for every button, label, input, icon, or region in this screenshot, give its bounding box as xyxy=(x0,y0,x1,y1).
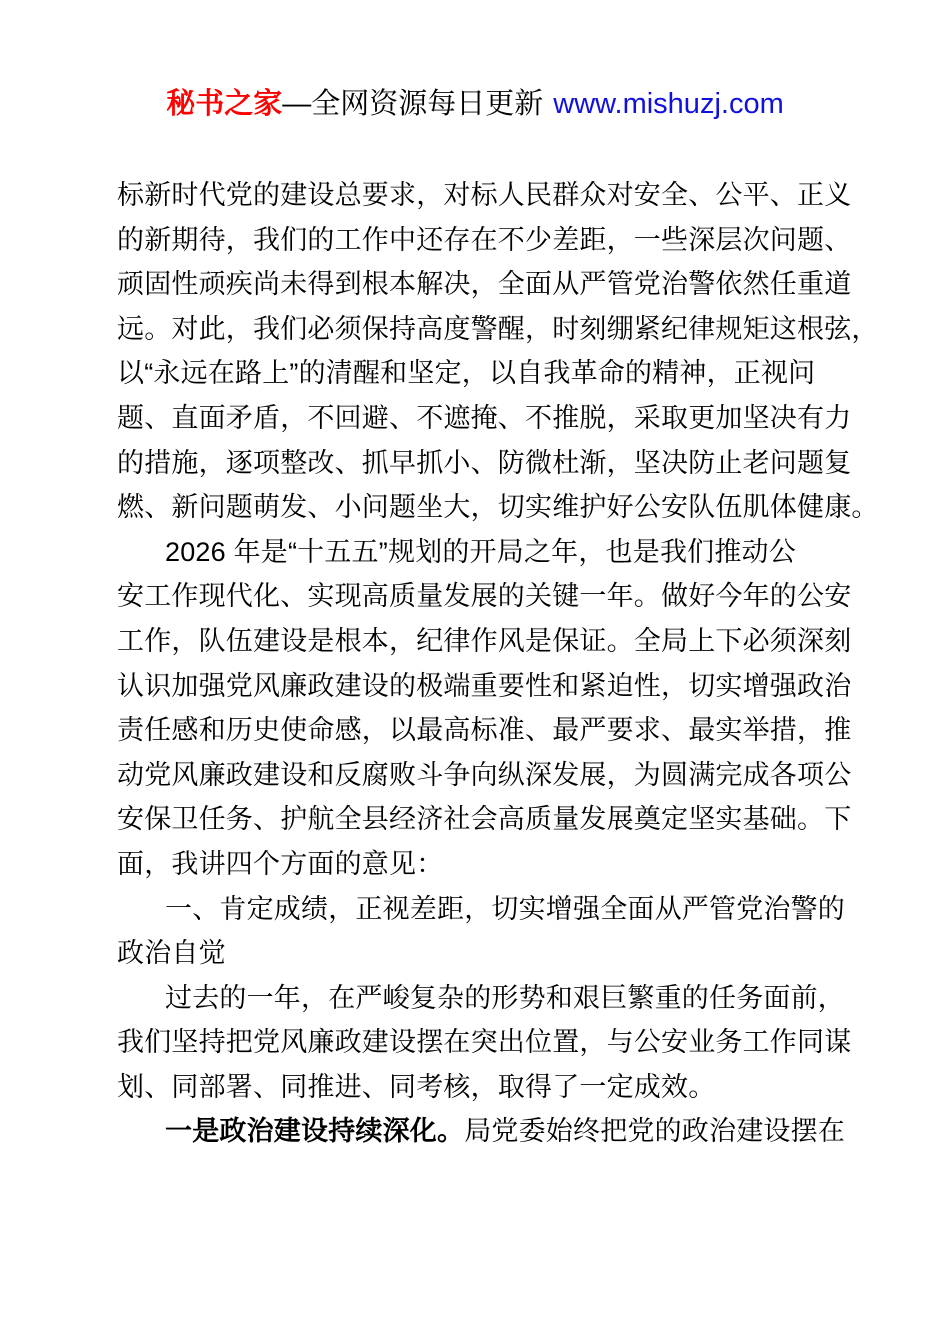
text-line xyxy=(117,441,853,486)
bold-text-run: 一是政治建设持续深化。 xyxy=(165,1116,465,1147)
text-run: 过去的一年，在严峻复杂的形势和艰巨繁重的任务面前， xyxy=(165,982,845,1013)
text-run: 2026 年是“十五五”规划的开局之年，也是我们推动公 xyxy=(165,536,796,567)
header-tagline: 全网资源每日更新 xyxy=(311,88,544,120)
text-run: 面，我讲四个方面的意见： xyxy=(117,848,444,879)
text-line xyxy=(117,351,853,396)
text-line xyxy=(117,797,853,842)
text-line xyxy=(117,619,853,664)
text-run: 工作，队伍建设是根本，纪律作风是保证。全局上下必须深刻 xyxy=(117,625,852,656)
site-url-link[interactable]: www.mishuzj.com xyxy=(553,88,784,120)
document-body xyxy=(117,173,879,1154)
text-line xyxy=(117,307,879,352)
text-run: 动党风廉政建设和反腐败斗争向纵深发展，为圆满完成各项公 xyxy=(117,759,852,790)
text-run: 政治自觉 xyxy=(117,938,226,969)
text-run: 顽固性顽疾尚未得到根本解决，全面从严管党治警依然任重道 xyxy=(117,269,852,300)
text-line xyxy=(117,931,853,976)
text-run: 一、肯定成绩，正视差距，切实增强全面从严管党治警的 xyxy=(165,893,845,924)
text-run: 安保卫任务、护航全县经济社会高质量发展奠定坚实基础。下 xyxy=(117,804,852,835)
text-run: 划、同部署、同推进、同考核，取得了一定成效。 xyxy=(117,1071,716,1102)
text-run: 认识加强党风廉政建设的极端重要性和紧迫性，切实增强政治 xyxy=(117,670,852,701)
text-run: 的措施，逐项整改、抓早抓小、防微杜渐，坚决防止老问题复 xyxy=(117,447,852,478)
text-line xyxy=(117,1065,853,1110)
text-line xyxy=(117,530,853,575)
text-run: 责任感和历史使命感，以最高标准、最严要求、最实举措，推 xyxy=(117,715,852,746)
text-run: 燃、新问题萌发、小问题坐大，切实维护好公安队伍肌体健康。 xyxy=(117,492,879,523)
text-line xyxy=(117,842,853,887)
text-run: 标新时代党的建设总要求，对标人民群众对安全、公平、正义 xyxy=(117,180,852,210)
text-run: 安工作现代化、实现高质量发展的关键一年。做好今年的公安 xyxy=(117,581,852,612)
text-run: 以“永远在路上”的清醒和坚定，以自我革命的精神，正视问 xyxy=(117,358,816,389)
text-run: 远。对此，我们必须保持高度警醒，时刻绷紧纪律规矩这根弦， xyxy=(117,313,879,344)
text-line xyxy=(117,574,853,619)
text-line xyxy=(117,173,853,218)
text-line xyxy=(117,664,853,709)
site-name: 秘书之家 xyxy=(166,88,283,120)
page-header xyxy=(0,86,950,122)
text-line xyxy=(117,485,879,530)
text-line xyxy=(117,976,853,1021)
text-run: 题、直面矛盾，不回避、不遮掩、不推脱，采取更加坚决有力 xyxy=(117,402,852,433)
text-run: 局党委始终把党的政治建设摆在 xyxy=(464,1116,846,1147)
text-line xyxy=(117,1020,853,1065)
text-line xyxy=(117,887,853,932)
text-line xyxy=(117,262,853,307)
text-line xyxy=(117,396,853,441)
text-run: 的新期待，我们的工作中还存在不少差距，一些深层次问题、 xyxy=(117,224,852,255)
header-dash: — xyxy=(282,88,312,120)
text-line xyxy=(117,708,853,753)
text-line xyxy=(117,753,853,798)
text-run: 我们坚持把党风廉政建设摆在突出位置，与公安业务工作同谋 xyxy=(117,1027,852,1058)
text-line xyxy=(117,1109,853,1154)
text-line xyxy=(117,218,853,263)
